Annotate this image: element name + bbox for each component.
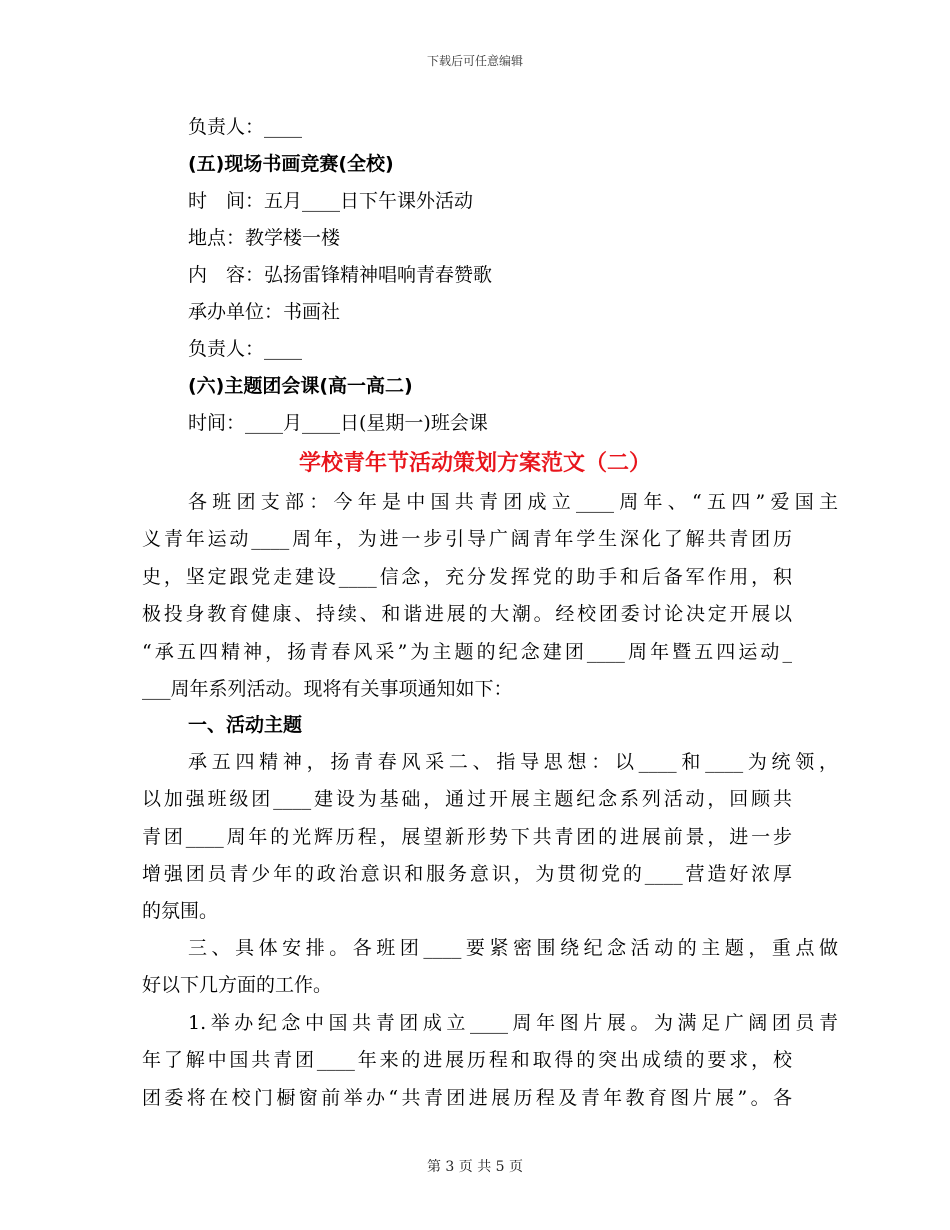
page-header: 下载后可任意编辑 [426, 54, 523, 68]
text-line: (五)现场书画竞赛(全校) [188, 153, 394, 175]
paragraph-line: 青团____周年的光辉历程，展望新形势下共青团的进展前景，进一步 [142, 826, 792, 848]
text-line: (六)主题团会课(高一高二) [188, 375, 413, 397]
paragraph-line: 三、具体安排。各班团____要紧密围绕纪念活动的主题，重点做 [188, 937, 838, 959]
paragraph-line: 义青年运动____周年，为进一步引导广阔青年学生深化了解共青团历 [142, 528, 792, 550]
paragraph-line: “承五四精神，扬青春风采”为主题的纪念建团____周年暨五四运动_ [142, 641, 792, 663]
paragraph-line: 团委将在校门橱窗前举办“共青团进展历程及青年教育图片展”。各 [142, 1087, 792, 1109]
text-line: 承办单位：书画社 [188, 301, 341, 323]
paragraph-line: 的氛围。 [142, 900, 219, 922]
paragraph-line: 一、活动主题 [188, 714, 303, 736]
text-line: 负责人：____ [188, 338, 303, 360]
paragraph-line: 承五四精神，扬青春风采二、指导思想：以____和____为统领， [188, 751, 838, 773]
paragraph-line: 年了解中国共青团____年来的进展历程和取得的突出成绩的要求，校 [142, 1049, 792, 1071]
text-line: 时 间：五月____日下午课外活动 [188, 190, 474, 212]
page-footer: 第 3 页 共 5 页 [426, 1159, 524, 1175]
text-line: 负责人：____ [188, 116, 303, 138]
paragraph-line: 增强团员青少年的政治意识和服务意识，为贯彻党的____营造好浓厚 [142, 863, 792, 885]
paragraph-line: 极投身教育健康、持续、和谐进展的大潮。经校团委讨论决定开展以 [142, 603, 792, 625]
text-line: 地点：教学楼一楼 [188, 227, 341, 249]
paragraph-line: 以加强班级团____建设为基础，通过开展主题纪念系列活动，回顾共 [142, 788, 792, 810]
paragraph-line: 各班团支部：今年是中国共青团成立____周年、“五四”爱国主 [188, 491, 838, 513]
text-line: 时间：____月____日(星期一)班会课 [188, 412, 488, 434]
paragraph-line: 史，坚定跟党走建设____信念，充分发挥党的助手和后备军作用，积 [142, 566, 792, 588]
section-title: 学校青年节活动策划方案范文（二） [298, 451, 651, 476]
paragraph-line: ___周年系列活动。现将有关事项通知如下： [142, 678, 513, 700]
paragraph-line: 好以下几方面的工作。 [142, 974, 333, 996]
paragraph-line: 1.举办纪念中国共青团成立____周年图片展。为满足广阔团员青 [188, 1012, 838, 1034]
text-line: 内 容：弘扬雷锋精神唱响青春赞歌 [188, 264, 493, 286]
